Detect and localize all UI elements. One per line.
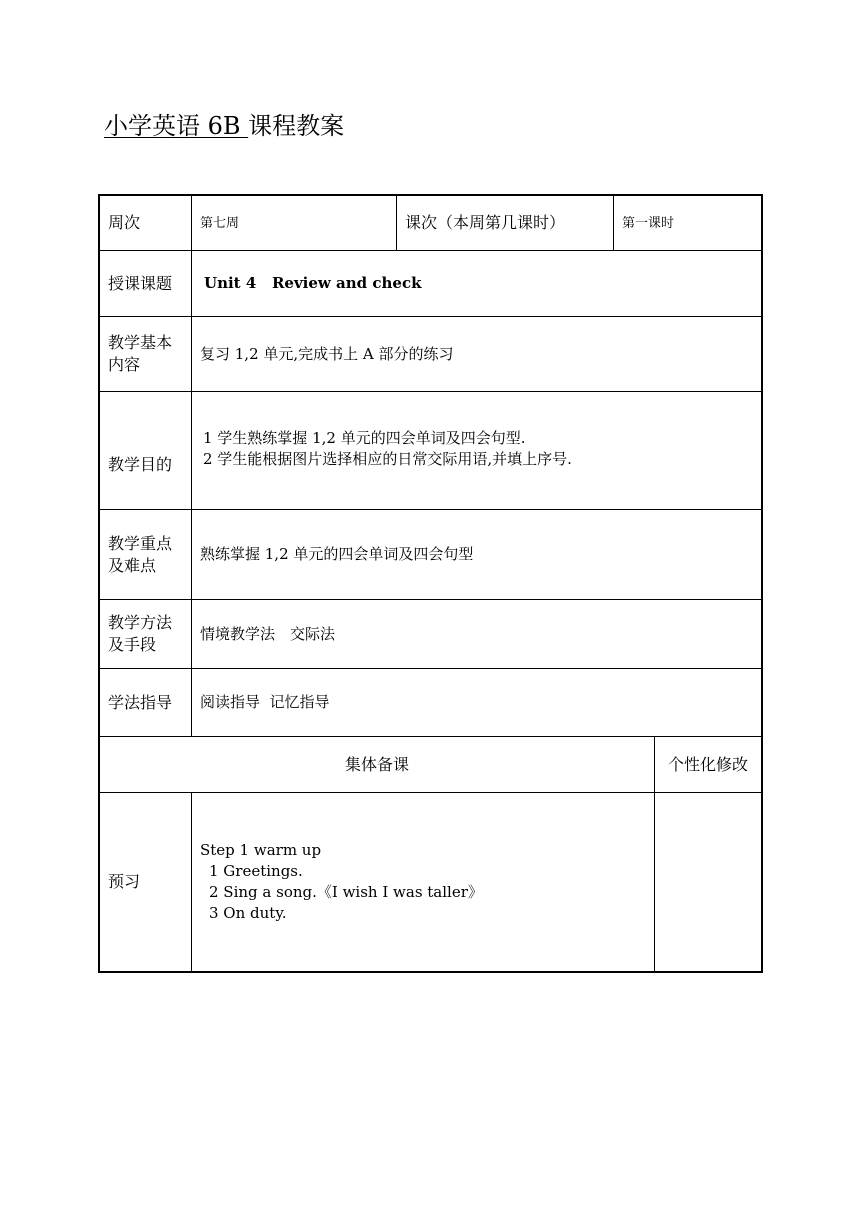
goal-line: 2 学生能根据图片选择相应的日常交际用语,并填上序号. <box>203 450 572 468</box>
topic-value-text: Unit 4 Review and check <box>204 274 422 292</box>
lesson-number-value <box>614 196 761 250</box>
study-guide-label <box>100 669 191 736</box>
table-border-bottom <box>98 971 763 973</box>
topic-label-text: 授课课题 <box>108 273 173 293</box>
study-guide-value <box>192 669 761 736</box>
content-label-line: 内容 <box>108 355 141 374</box>
lesson-number-value-text: 第一课时 <box>622 215 675 231</box>
content-label <box>100 317 191 391</box>
preview-line: 1 Greetings. <box>209 862 303 880</box>
goal-line: 1 学生熟练掌握 1,2 单元的四会单词及四会句型. <box>203 429 526 447</box>
topic-label <box>100 251 191 316</box>
method-value <box>192 600 761 668</box>
page-title <box>104 110 344 142</box>
content-value <box>192 317 761 391</box>
title-rest: 课程教案 <box>248 112 345 140</box>
method-label-line: 教学方法 <box>108 613 173 632</box>
personal-revision-cell[interactable] <box>655 793 761 971</box>
method-label <box>100 600 191 668</box>
topic-value <box>192 251 761 316</box>
study-guide-label-text: 学法指导 <box>108 692 173 712</box>
preview-label <box>100 793 191 971</box>
week-value-text: 第七周 <box>200 215 240 231</box>
key-points-value <box>192 510 761 599</box>
table-border-right <box>761 194 763 973</box>
key-points-label-line: 及难点 <box>108 555 157 575</box>
key-points-label-line: 教学重点 <box>108 533 173 553</box>
week-label-text: 周次 <box>108 213 141 232</box>
preview-line: 3 On duty. <box>209 904 287 922</box>
preview-line: Step 1 warm up <box>200 841 322 859</box>
collective-prep-header <box>100 737 654 792</box>
study-guide-value-text: 阅读指导 记忆指导 <box>200 693 330 711</box>
key-points-label <box>100 510 191 599</box>
preview-label-text: 预习 <box>108 872 141 891</box>
content-label-line: 教学基本 <box>108 333 173 352</box>
goal-value <box>192 392 761 509</box>
collective-prep-header-text: 集体备课 <box>344 754 409 774</box>
week-value <box>192 196 396 250</box>
lesson-number-label <box>397 196 613 250</box>
method-value-text: 情境教学法 交际法 <box>200 624 336 643</box>
key-points-value-text: 熟练掌握 1,2 单元的四会单词及四会句型 <box>200 545 474 563</box>
goal-label <box>100 392 191 509</box>
week-label <box>100 196 191 250</box>
personal-revision-header <box>655 737 761 792</box>
title-subject: 小学英语 6B <box>104 112 249 140</box>
lesson-number-label-text: 课次（本周第几课时） <box>405 213 566 232</box>
content-value-text: 复习 1,2 单元,完成书上 A 部分的练习 <box>200 344 454 363</box>
preview-content <box>192 793 654 971</box>
preview-line: 2 Sing a song.《I wish I was taller》 <box>209 883 483 901</box>
goal-label-text: 教学目的 <box>108 454 173 474</box>
method-label-line: 及手段 <box>108 635 157 654</box>
personal-revision-header-text: 个性化修改 <box>667 754 748 774</box>
